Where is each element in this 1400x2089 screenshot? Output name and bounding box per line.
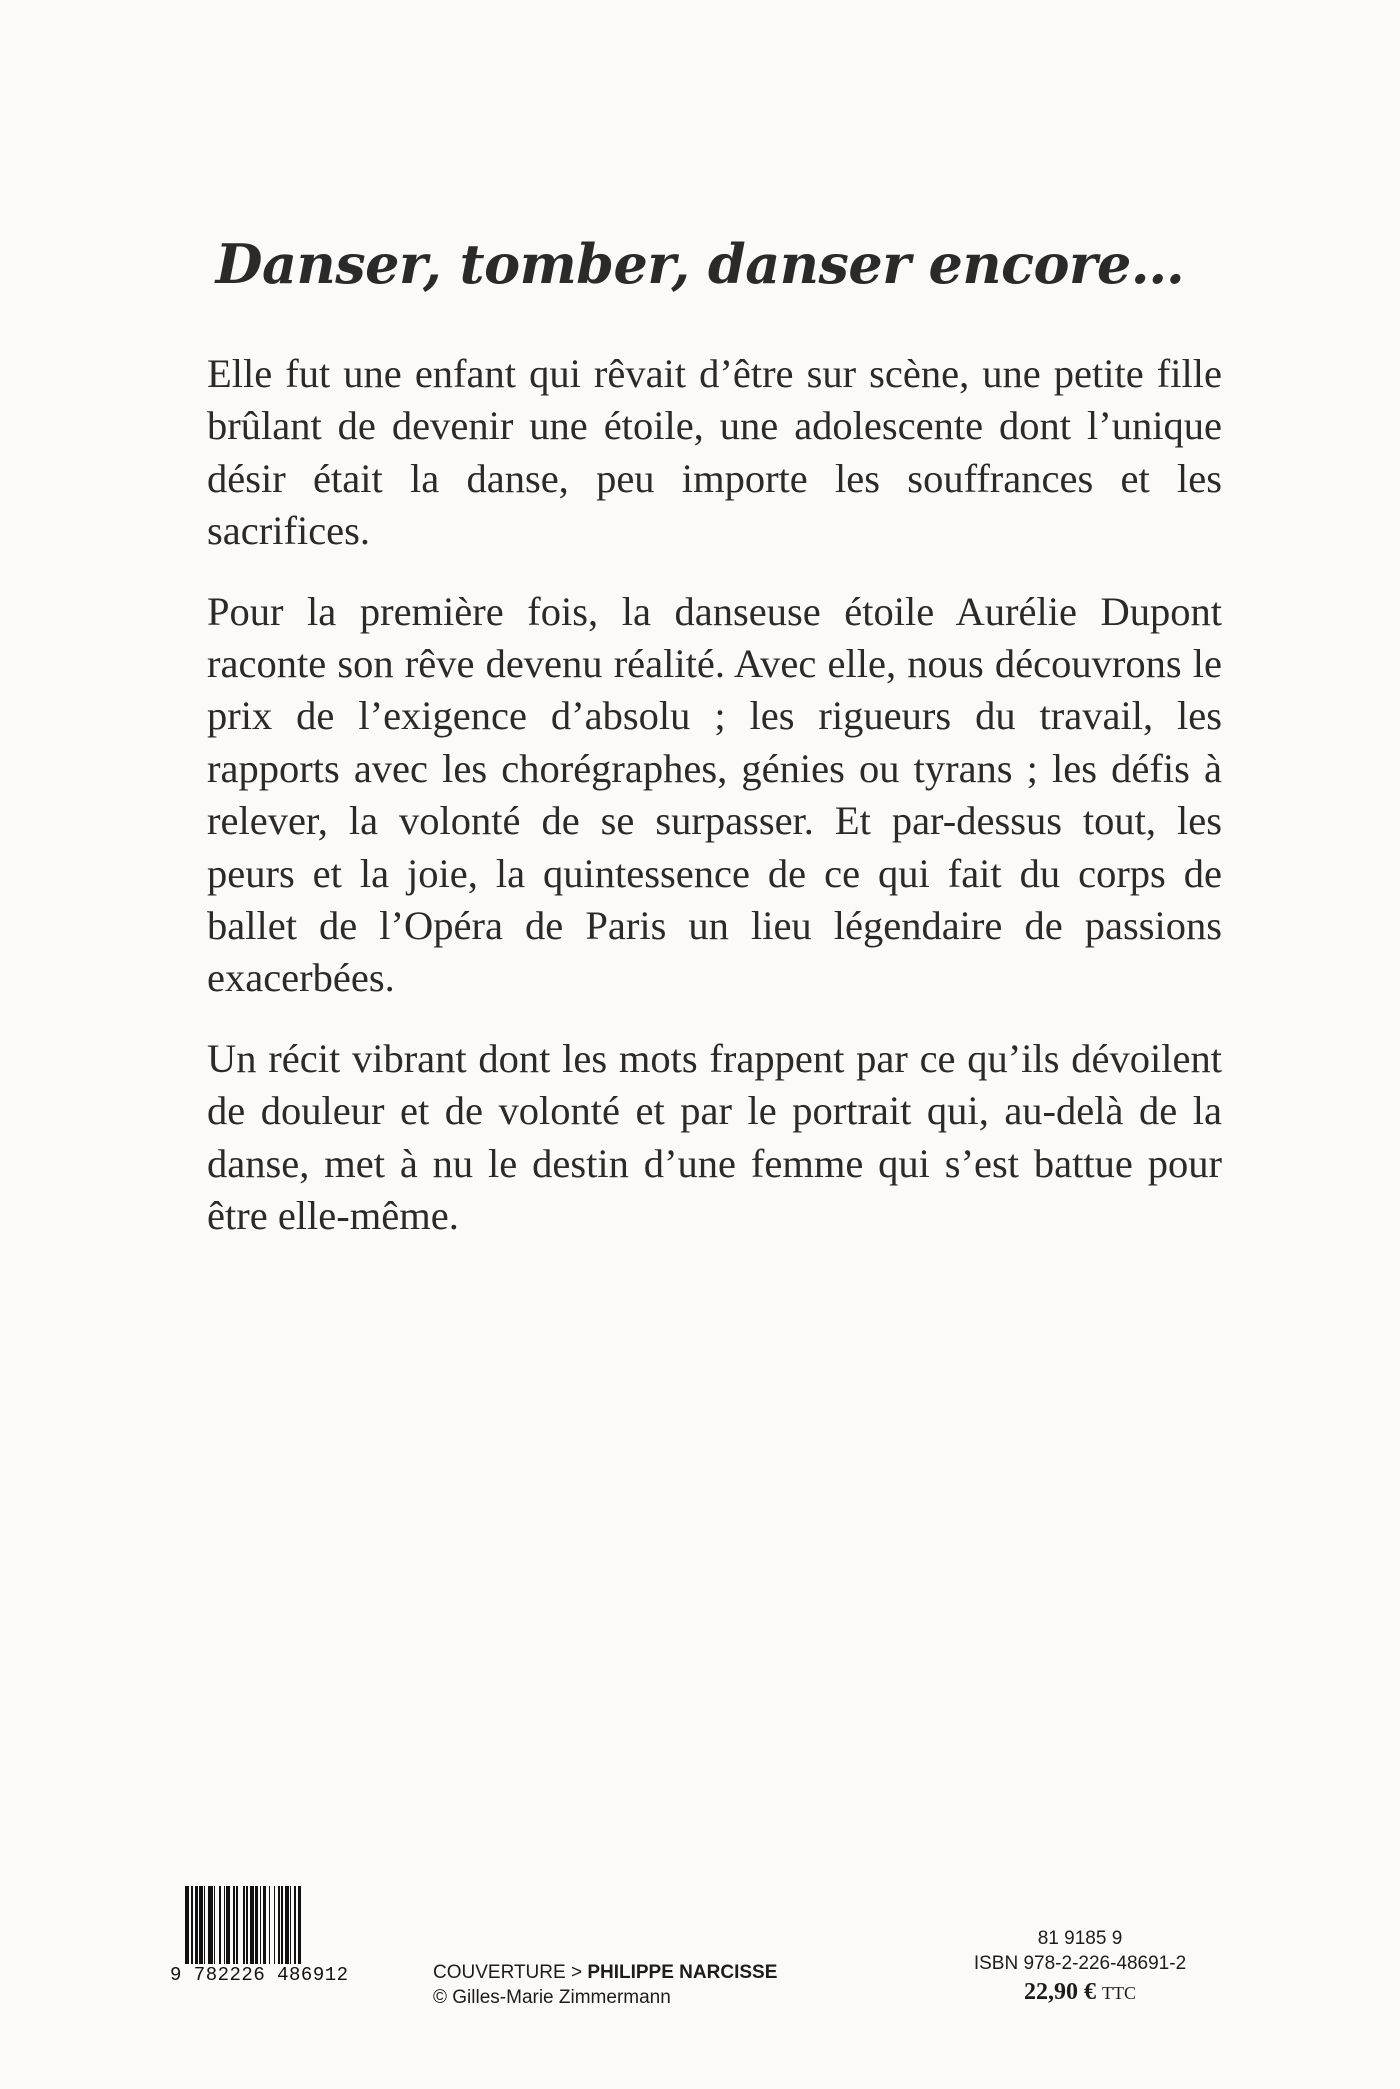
paragraph-2: Pour la première fois, la danseuse étoile Aurélie Dupont raconte son rêve devenu réalité. Avec elle, nous découvrons le prix de l’exigence d’absolu ; les rigueurs du travail, les rapports avec les chorégraphes, génies ou tyrans ; les défis à relever, la volonté de se surpasser. Et par-dessus tout, les peurs et la joie, la quintessence de ce qui fait du corps de ballet de l’Opéra de Paris un lieu légendaire de passions exacerbées. <box>207 588 1222 1001</box>
barcode-bar <box>301 1886 302 1964</box>
isbn: ISBN 978-2-226-48691-2 <box>973 1953 1187 1974</box>
barcode-digits: 9 782226 486912 <box>170 1964 349 1986</box>
photo-credit: © Gilles-Marie Zimmermann <box>433 1987 671 2008</box>
cover-credit <box>433 1960 777 1985</box>
tagline: Danser, tomber, danser encore… <box>215 232 1185 296</box>
internal-code: 81 9185 9 <box>1037 1928 1123 1949</box>
cover-designer: PHILIPPE NARCISSE <box>587 1962 778 1983</box>
paragraph-1: Elle fut une enfant qui rêvait d’être sur scène, une petite fille brûlant de devenir une étoile, une adolescente dont l’unique désir était la danse, peu importe les souffrances et les sacrifices. <box>207 351 1222 554</box>
price-amount: 22,90 € <box>1024 1979 1096 2005</box>
credits <box>433 1960 777 2010</box>
price-tax: TTC <box>1102 1983 1136 2003</box>
barcode <box>170 1886 395 1996</box>
cover-label: COUVERTURE > <box>433 1962 588 1983</box>
price <box>930 1980 1230 2006</box>
paragraph-3: Un récit vibrant dont les mots frappent par ce qu’ils dévoilent de douleur et de volonté et par le portrait qui, au-delà de la danse, met à nu le destin d’une femme qui s’est battue pour être elle-même. <box>207 1035 1222 1239</box>
back-cover-blurb <box>207 348 1222 1271</box>
book-meta <box>930 1926 1230 2006</box>
barcode-bars <box>185 1886 395 1964</box>
